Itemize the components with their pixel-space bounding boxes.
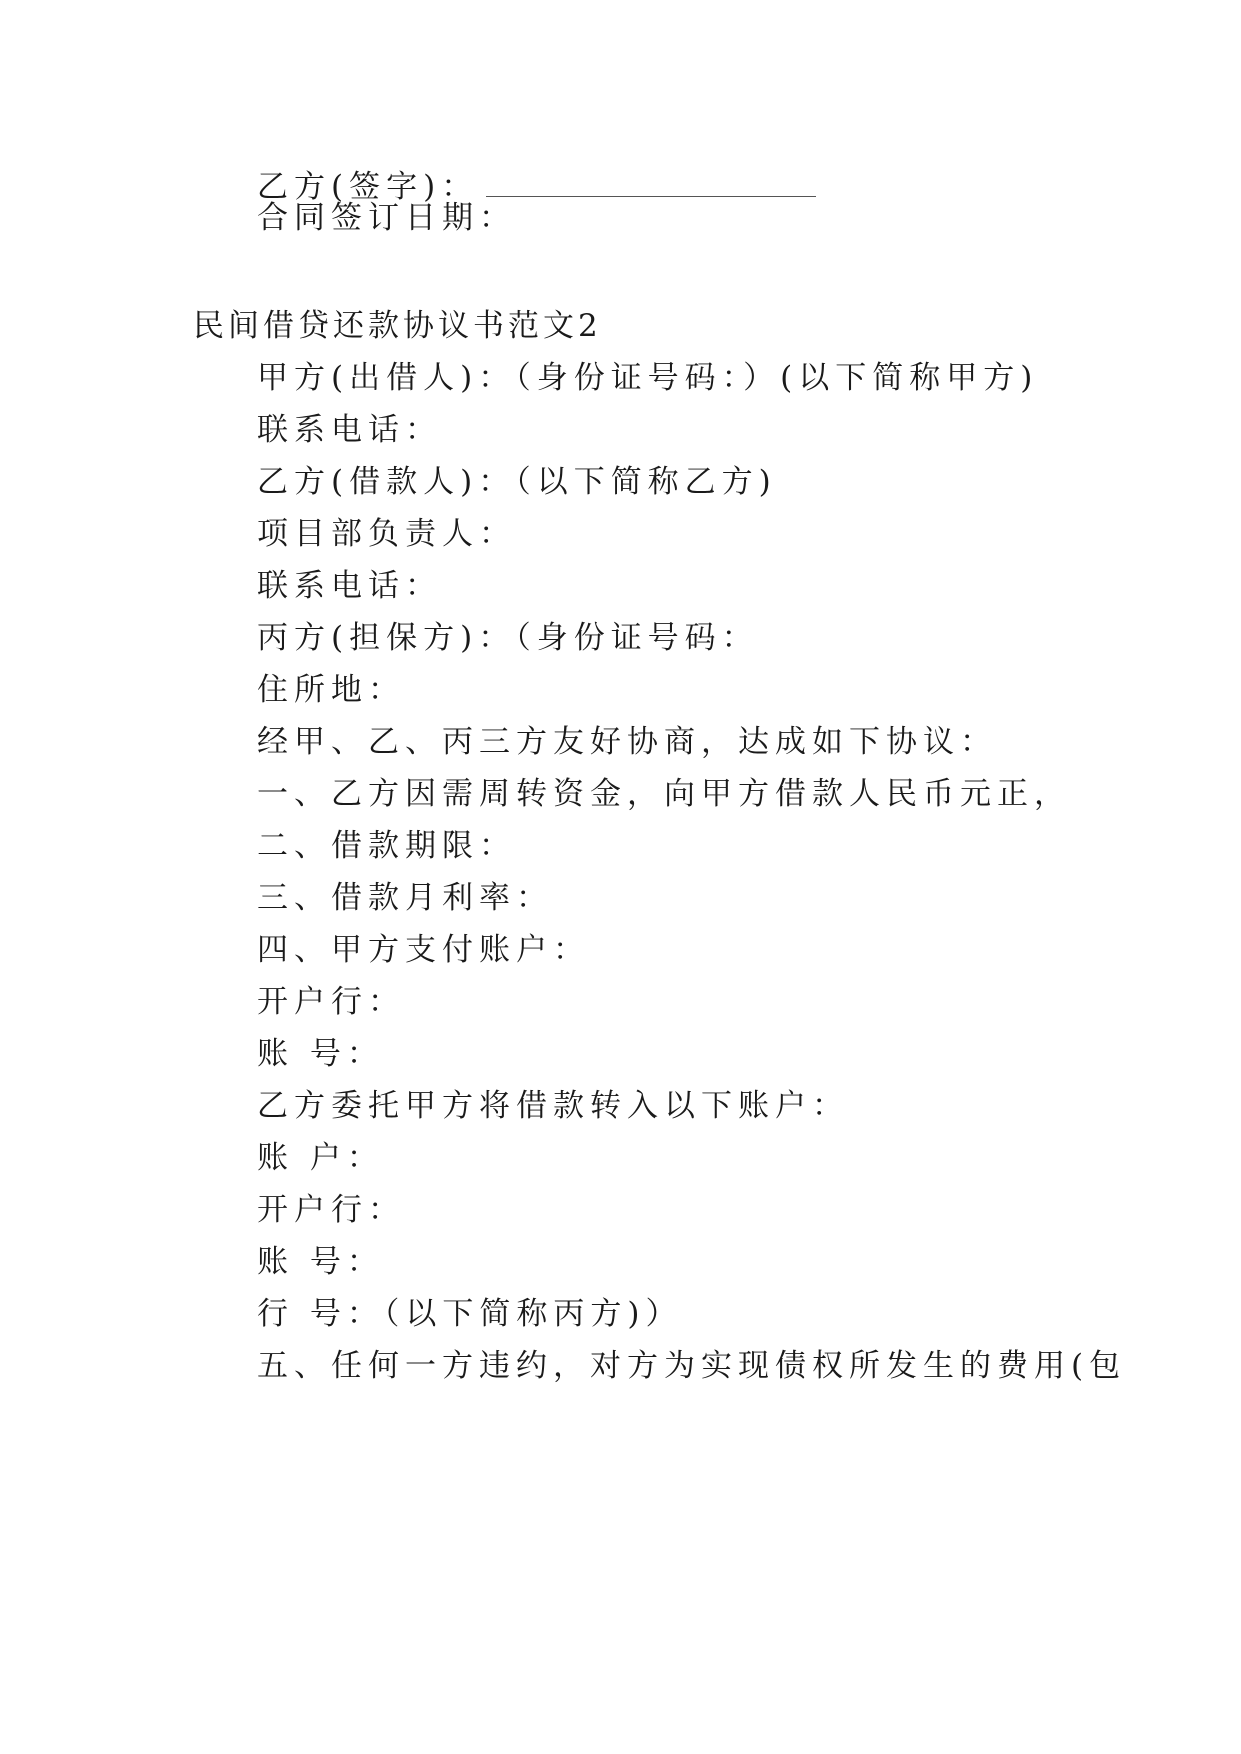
doc-line-14: 账 号： xyxy=(257,1036,384,1072)
doc-line-8: 经甲、乙、丙三方友好协商，达成如下协议： xyxy=(257,724,997,760)
doc-line-10: 二、借款期限： xyxy=(257,828,516,864)
doc-line-16: 账 户： xyxy=(257,1140,384,1176)
doc-line-20: 五、任何一方违约，对方为实现债权所发生的费用(包 xyxy=(257,1348,1127,1384)
doc-line-12: 四、甲方支付账户： xyxy=(257,932,590,968)
doc-line-15: 乙方委托甲方将借款转入以下账户： xyxy=(257,1088,849,1124)
doc-line-19: 行 号：（以下简称丙方)） xyxy=(257,1296,683,1332)
doc-line-6: 丙方(担保方)：（身份证号码： xyxy=(257,620,759,656)
doc-line-4: 项目部负责人： xyxy=(257,516,516,552)
doc-line-7: 住所地： xyxy=(257,672,405,708)
doc-line-18: 账 号： xyxy=(257,1244,384,1280)
signature-label: 乙方(签字)： xyxy=(257,169,479,205)
signing-date-line: 合同签订日期： xyxy=(257,200,516,236)
doc-line-13: 开户行： xyxy=(257,984,405,1020)
doc-line-11: 三、借款月利率： xyxy=(257,880,553,916)
signature-blank xyxy=(486,170,816,197)
doc-line-3: 乙方(借款人)：（以下简称乙方) xyxy=(257,464,777,500)
doc-line-5: 联系电话： xyxy=(257,568,442,604)
section-title: 民间借贷还款协议书范文2 xyxy=(193,308,602,344)
doc-line-1: 甲方(出借人)：（身份证号码：）(以下简称甲方) xyxy=(257,360,1039,396)
doc-line-9: 一、乙方因需周转资金，向甲方借款人民币元正， xyxy=(257,776,1071,812)
doc-line-17: 开户行： xyxy=(257,1192,405,1228)
doc-line-2: 联系电话： xyxy=(257,412,442,448)
